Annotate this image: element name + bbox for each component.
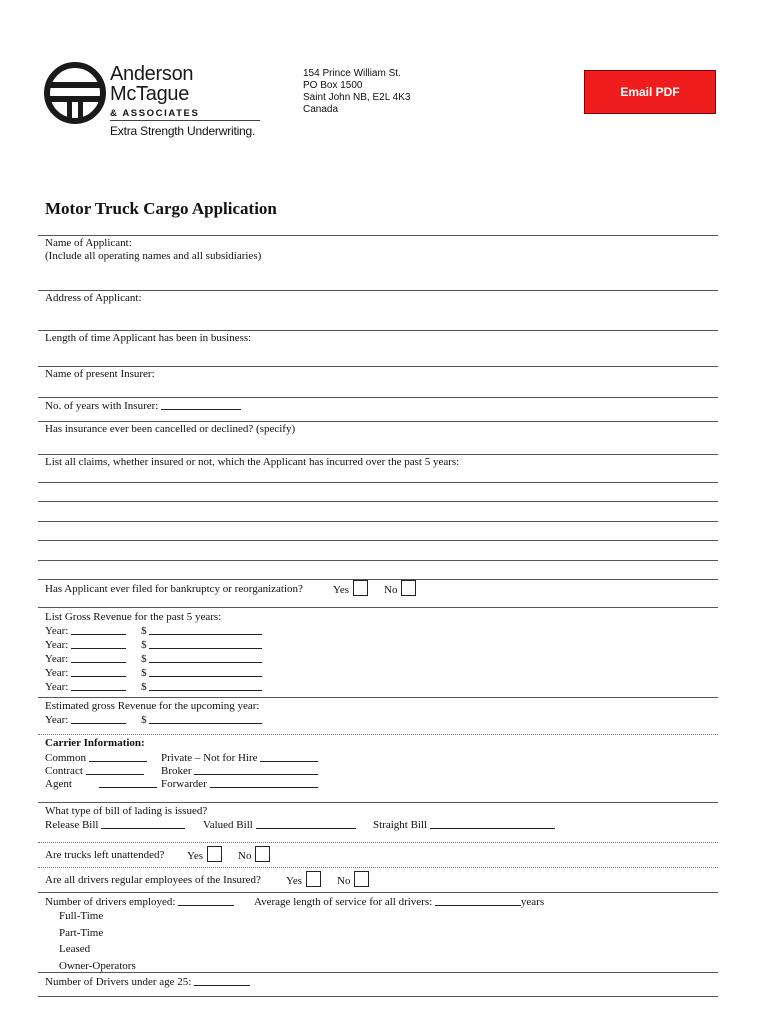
revenue-row: Year: $ <box>45 680 262 694</box>
revenue-field[interactable] <box>149 680 262 691</box>
address-applicant-field[interactable] <box>38 306 718 328</box>
rule <box>38 697 718 698</box>
logo-mark-icon <box>44 62 106 124</box>
address-line-2: PO Box 1500 <box>303 80 363 91</box>
agent-field[interactable] <box>99 777 157 788</box>
revenue-field[interactable] <box>149 666 262 677</box>
years-insurer-label: No. of years with Insurer: <box>45 399 241 413</box>
logo-associates: & ASSOCIATES <box>110 108 200 119</box>
revenue-field[interactable] <box>149 652 262 663</box>
carrier-contract: Contract <box>45 764 144 778</box>
revenue-field[interactable] <box>149 638 262 649</box>
rule <box>38 972 718 973</box>
estimated-revenue-field[interactable] <box>149 713 262 724</box>
present-insurer-label: Name of present Insurer: <box>45 368 155 380</box>
claims-line[interactable] <box>38 482 718 483</box>
address-applicant-label: Address of Applicant: <box>45 292 142 304</box>
valued-bill: Valued Bill <box>203 818 356 832</box>
release-bill: Release Bill <box>45 818 185 832</box>
claims-line[interactable] <box>38 501 718 502</box>
release-bill-field[interactable] <box>101 818 185 829</box>
valued-bill-field[interactable] <box>256 818 356 829</box>
email-pdf-button[interactable]: Email PDF <box>584 70 716 114</box>
address-line-3: Saint John NB, E2L 4K3 <box>303 92 411 103</box>
rule <box>38 397 718 398</box>
trucks-yes-checkbox[interactable] <box>207 846 222 862</box>
rule <box>38 421 718 422</box>
part-time-label: Part-Time <box>59 927 104 939</box>
length-business-label: Length of time Applicant has been in business: <box>45 332 252 344</box>
bankruptcy-yes: Yes <box>333 580 368 597</box>
rule <box>38 290 718 291</box>
rule <box>38 607 718 608</box>
logo-name-line2: McTague <box>110 83 190 105</box>
rule <box>38 235 718 236</box>
logo-tagline: Extra Strength Underwriting. <box>110 124 256 138</box>
address-line-1: 154 Prince William St. <box>303 68 401 79</box>
claims-line[interactable] <box>38 540 718 541</box>
bill-lading-label: What type of bill of lading is issued? <box>45 805 208 817</box>
gross-revenue-label: List Gross Revenue for the past 5 years: <box>45 611 222 623</box>
years-insurer-field[interactable] <box>161 399 241 410</box>
rule <box>38 842 718 843</box>
name-applicant-field[interactable] <box>38 264 718 288</box>
name-applicant-note: (Include all operating names and all subsidiaries) <box>45 250 262 262</box>
estimated-revenue-label: Estimated gross Revenue for the upcoming year: <box>45 700 260 712</box>
revenue-row: Year: $ <box>45 666 262 680</box>
bankruptcy-no-checkbox[interactable] <box>401 580 416 596</box>
name-applicant-label: Name of Applicant: <box>45 237 132 249</box>
year-field[interactable] <box>71 680 126 691</box>
logo-divider <box>110 120 260 121</box>
year-field[interactable] <box>71 638 126 649</box>
company-address <box>303 68 410 116</box>
claims-label: List all claims, whether insured or not, which the Applicant has incurred over the past 5 years: <box>45 456 460 468</box>
carrier-broker: Broker <box>161 764 318 778</box>
drivers-yes-checkbox[interactable] <box>306 871 321 887</box>
revenue-row: Year: $ <box>45 652 262 666</box>
rule <box>38 996 718 997</box>
contract-field[interactable] <box>86 764 144 775</box>
drivers-regular-label: Are all drivers regular employees of the Insured? <box>45 874 261 886</box>
leased-label: Leased <box>59 943 91 955</box>
private-field[interactable] <box>260 751 318 762</box>
common-field[interactable] <box>89 751 147 762</box>
trucks-yes: Yes <box>187 846 222 863</box>
logo-name-line1: Anderson <box>110 63 194 85</box>
length-business-field[interactable] <box>38 346 718 364</box>
claims-line[interactable] <box>38 560 718 561</box>
avg-service-field[interactable] <box>435 895 521 906</box>
drivers-yes: Yes <box>286 871 321 888</box>
revenue-field[interactable] <box>149 624 262 635</box>
num-drivers: Number of drivers employed: <box>45 895 234 909</box>
rule <box>38 330 718 331</box>
bankruptcy-yes-checkbox[interactable] <box>353 580 368 596</box>
cancelled-label: Has insurance ever been cancelled or declined? (specify) <box>45 423 296 435</box>
trucks-no: No <box>238 846 270 863</box>
carrier-agent: Agent <box>45 777 157 791</box>
rule <box>38 892 718 893</box>
address-line-4: Canada <box>303 104 339 115</box>
claims-line[interactable] <box>38 521 718 522</box>
drivers-no: No <box>337 871 369 888</box>
year-field[interactable] <box>71 624 126 635</box>
trucks-no-checkbox[interactable] <box>255 846 270 862</box>
bankruptcy-label: Has Applicant ever filed for bankruptcy or reorganization? <box>45 583 303 595</box>
estimated-year-field[interactable] <box>71 713 126 724</box>
rule <box>38 802 718 803</box>
carrier-info-heading: Carrier Information: <box>45 737 145 749</box>
rule <box>38 454 718 455</box>
rule <box>38 579 718 580</box>
gross-revenue-rows <box>45 624 262 694</box>
carrier-private: Private – Not for Hire <box>161 751 318 765</box>
bankruptcy-no: No <box>384 580 416 597</box>
straight-bill-field[interactable] <box>430 818 555 829</box>
estimated-revenue-row: Year: $ <box>45 713 262 727</box>
drivers-no-checkbox[interactable] <box>354 871 369 887</box>
drivers-under-25: Number of Drivers under age 25: <box>45 975 250 989</box>
forwarder-field[interactable] <box>210 777 318 788</box>
avg-service: Average length of service for all drivers: years <box>254 896 545 908</box>
page-title: Motor Truck Cargo Application <box>45 199 277 218</box>
year-field[interactable] <box>71 666 126 677</box>
present-insurer-field[interactable] <box>38 382 718 396</box>
full-time-label: Full-Time <box>59 910 104 922</box>
revenue-row: Year: $ <box>45 638 262 652</box>
broker-field[interactable] <box>194 764 318 775</box>
rule <box>38 366 718 367</box>
owner-operators-label: Owner-Operators <box>59 960 136 972</box>
company-logo <box>44 62 264 142</box>
straight-bill: Straight Bill <box>373 818 555 832</box>
cancelled-field[interactable] <box>38 436 718 452</box>
year-field[interactable] <box>71 652 126 663</box>
carrier-forwarder: Forwarder <box>161 777 318 791</box>
trucks-unattended-label: Are trucks left unattended? <box>45 849 165 861</box>
num-drivers-field[interactable] <box>178 895 234 906</box>
drivers-under-25-field[interactable] <box>194 975 250 986</box>
carrier-common: Common <box>45 751 147 765</box>
revenue-row: Year: $ <box>45 624 262 638</box>
rule <box>38 734 718 735</box>
rule <box>38 867 718 868</box>
